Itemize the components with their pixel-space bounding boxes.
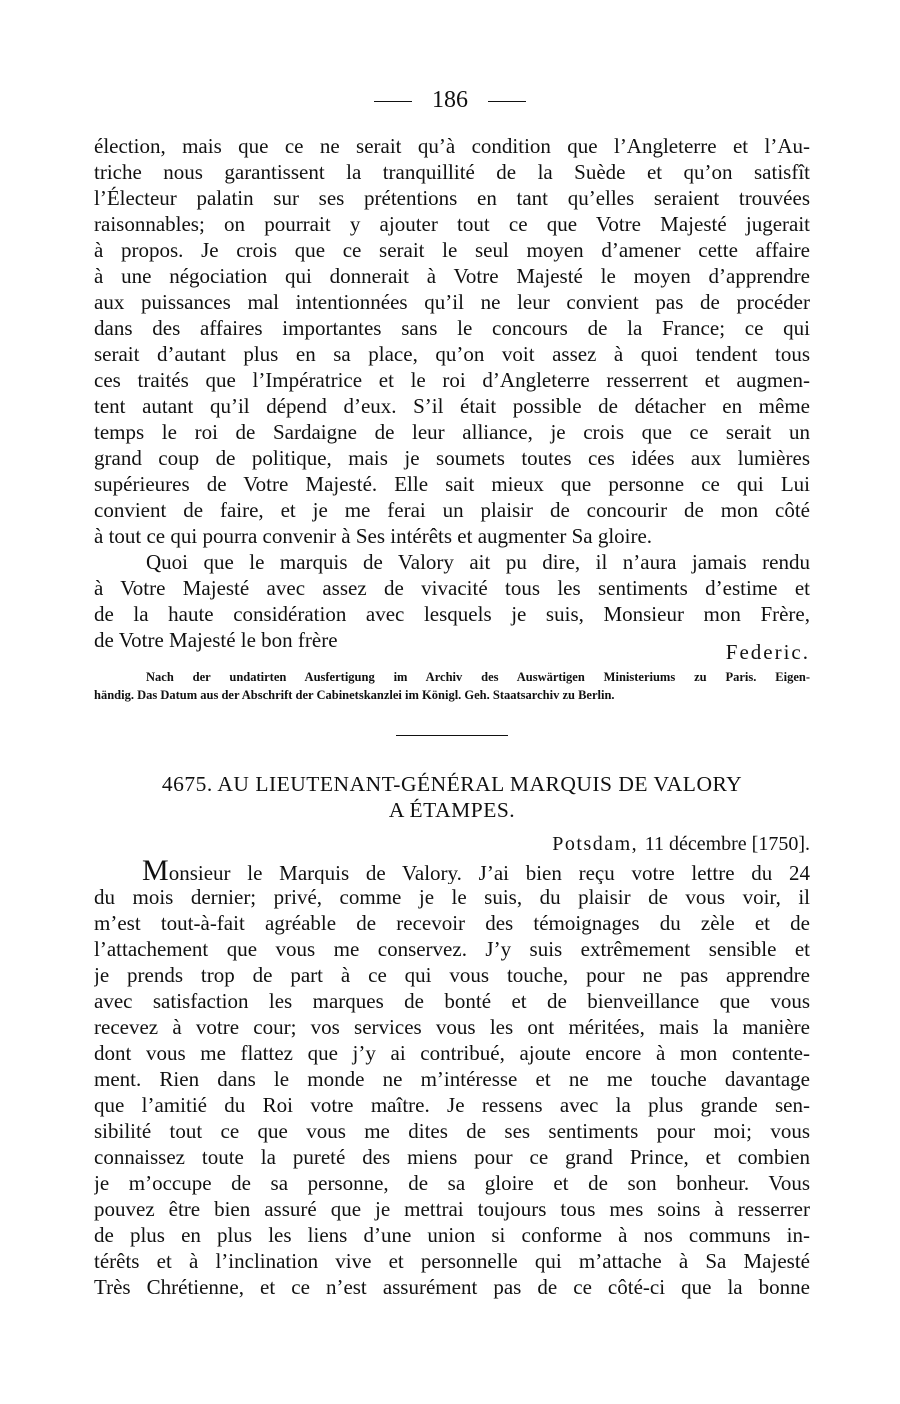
header-dash-right — [488, 101, 526, 102]
text-line: du mois dernier; privé, comme je le suis, du plaisir de vous voir, il — [94, 885, 810, 909]
text-line: Quoi que le marquis de Valory ait pu dire, il n’aura jamais rendu — [146, 550, 810, 574]
text-line: connaissez toute la pureté des miens pour ce grand Prince, et combien — [94, 1145, 810, 1169]
first-line — [94, 858, 810, 884]
text-line: je m’occupe de sa personne, de sa gloire et de son bonheur. Vous — [94, 1171, 810, 1195]
text-line: à une négociation qui donnerait à Votre Majesté le moyen d’apprendre — [94, 264, 810, 288]
text-line: l’attachement que vous me conservez. J’y suis extrêmement sensible et — [94, 937, 810, 961]
text-line: l’Électeur palatin sur ses prétentions en tant qu’elles seraient trouvées — [94, 186, 810, 210]
signature: Federic. — [725, 640, 810, 664]
text-line: dans des affaires importantes sans le concours de la France; ce qui — [94, 316, 810, 340]
text-line: recevez à votre cour; vos services vous les ont méritées, mais la manière — [94, 1015, 810, 1039]
text-line: je prends trop de part à ce qui vous touche, pour ne pas apprendre — [94, 963, 810, 987]
header-dash-left — [374, 101, 412, 102]
note-line: Nach der undatirten Ausfertigung im Archiv des Auswärtigen Ministeriums zu Paris. Eigen- — [146, 670, 810, 684]
text-line: ment. Rien dans le monde ne m’intéresse et ne me touche davantage — [94, 1067, 810, 1091]
letter2-body — [94, 858, 810, 1300]
text-line: de plus en plus les liens d’une union si conforme à nos communs in- — [94, 1223, 810, 1247]
text-line: avec satisfaction les marques de bonté et de bienveillance que vous — [94, 989, 810, 1013]
text-line: ces traités que l’Impératrice et le roi d’Angleterre resserrent et augmen- — [94, 368, 810, 392]
page-number: 186 — [432, 87, 468, 113]
text-line: térêts et à l’inclination vive et personnelle qui m’attache à Sa Majesté — [94, 1249, 810, 1273]
text-line: raisonnables; on pourrait y ajouter tout ce que Votre Majesté jugerait — [94, 212, 810, 236]
text-line: m’est tout-à-fait agréable de recevoir des témoignages du zèle et de — [94, 911, 810, 935]
first-line-text: onsieur le Marquis de Valory. J’ai bien reçu votre lettre du 24 — [168, 861, 810, 884]
date-place: Potsdam, — [552, 833, 639, 855]
text-line: de la haute considération avec lesquels je suis, Monsieur mon Frère, — [94, 602, 810, 626]
text-line: pouvez être bien assuré que je mettrai toujours tous mes soins à resserrer — [94, 1197, 810, 1221]
initial-letter: M — [142, 858, 169, 884]
heading-line: 4675. AU LIEUTENANT-GÉNÉRAL MARQUIS DE VALORY — [161, 772, 743, 796]
text-line: de Votre Majesté le bon frère — [94, 628, 338, 652]
letter1-body — [94, 133, 810, 653]
text-line: temps le roi de Sardaigne de leur alliance, je crois que ce serait un — [94, 420, 810, 444]
text-line: tent autant qu’il dépend d’eux. S’il était possible de détacher en même — [94, 394, 810, 418]
heading-line: A ÉTAMPES. — [388, 798, 516, 822]
text-line: élection, mais que ce ne serait qu’à condition que l’Angleterre et l’Au- — [94, 134, 810, 158]
dateline — [552, 833, 810, 856]
text-line: supérieures de Votre Majesté. Elle sait mieux que personne ce qui Lui — [94, 472, 810, 496]
text-line: sibilité tout ce que vous me dites de ses sentiments pour moi; vous — [94, 1119, 810, 1143]
source-note — [94, 668, 810, 704]
text-line: à tout ce qui pourra convenir à Ses intérêts et augmenter Sa gloire. — [94, 524, 653, 548]
text-line: triche nous garantissent la tranquillité de la Suède et qu’on satisfît — [94, 160, 810, 184]
note-line: händig. Das Datum aus der Abschrift der Cabinetskanzlei im Königl. Geh. Staatsarchiv zu Berlin. — [94, 688, 615, 702]
letter2-heading — [94, 771, 810, 823]
text-line: Très Chrétienne, et ce n’est assurément pas de ce côté-ci que la bonne — [94, 1275, 810, 1299]
text-line: aux puissances mal intentionnées qu’il ne leur convient pas de procéder — [94, 290, 810, 314]
text-line: à Votre Majesté avec assez de vivacité tous les sentiments d’estime et — [94, 576, 810, 600]
text-line: convient de faire, et je me ferai un plaisir de concourir de mon côté — [94, 498, 810, 522]
text-line: grand coup de politique, mais je soumets toutes ces idées aux lumières — [94, 446, 810, 470]
text-line: que l’amitié du Roi votre maître. Je ressens avec la plus grande sen- — [94, 1093, 810, 1117]
text-line: à propos. Je crois que ce serait le seul moyen d’amener cette affaire — [94, 238, 810, 262]
page-header — [0, 86, 900, 114]
date-rest: 11 décembre [1750]. — [644, 833, 810, 855]
section-divider — [396, 735, 508, 736]
text-line: dont vous me flattez que j’y ai contribué, ajoute encore à mon contente- — [94, 1041, 810, 1065]
text-line: serait d’autant plus en sa place, qu’on voit assez à quoi tendent tous — [94, 342, 810, 366]
